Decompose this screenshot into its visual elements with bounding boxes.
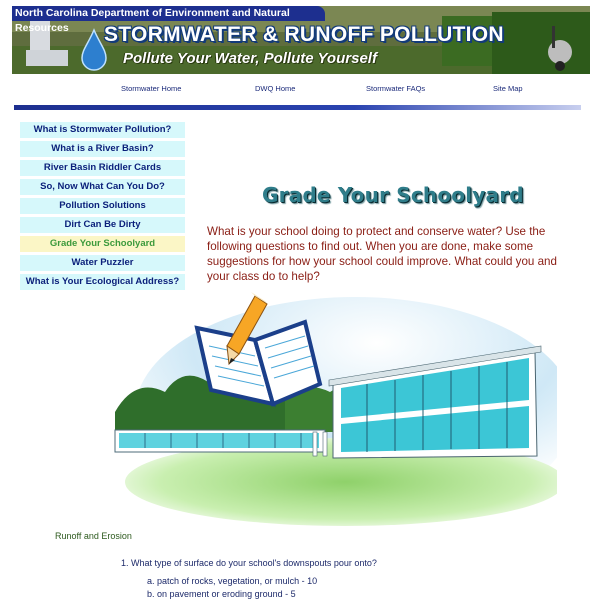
section-heading: Runoff and Erosion <box>55 531 132 541</box>
sidebar-item-dirt-can-be-dirty[interactable]: Dirt Can Be Dirty <box>20 217 185 233</box>
header-divider <box>14 105 581 110</box>
answer-option: b. on pavement or eroding ground - 5 <box>147 588 296 599</box>
sidebar-item-riddler-cards[interactable]: River Basin Riddler Cards <box>20 160 185 176</box>
answer-list <box>147 575 317 600</box>
nav-stormwater-faqs[interactable]: Stormwater FAQs <box>366 84 426 93</box>
question-1: 1. What type of surface do your school's downspouts pour onto? <box>121 558 377 568</box>
site-subtitle: Pollute Your Water, Pollute Yourself <box>123 50 377 67</box>
sidebar-item-what-can-you-do[interactable]: So, Now What Can You Do? <box>20 179 185 195</box>
sidebar-item-stormwater-pollution[interactable]: What is Stormwater Pollution? <box>20 122 185 138</box>
agency-name: North Carolina Department of Environment and Natural Resources <box>12 6 325 21</box>
nav-site-map[interactable]: Site Map <box>493 84 523 93</box>
top-navigation <box>0 84 595 96</box>
answer-option: a. patch of rocks, vegetation, or mulch - 10 <box>147 576 318 586</box>
nav-dwq-home[interactable]: DWQ Home <box>255 84 296 93</box>
page-title: Grade Your Schoolyard <box>262 183 524 207</box>
site-title: STORMWATER & RUNOFF POLLUTION <box>104 23 504 46</box>
intro-paragraph: What is your school doing to protect and conserve water? Use the following questions to find out. When you are done, make some suggestions for how your school could improve. What could you and your class do to help? <box>207 225 557 283</box>
sidebar-item-water-puzzler[interactable]: Water Puzzler <box>20 255 185 271</box>
schoolyard-illustration <box>105 292 557 528</box>
sidebar-item-river-basin[interactable]: What is a River Basin? <box>20 141 185 157</box>
sidebar <box>20 122 185 293</box>
sidebar-item-ecological-address[interactable]: What is Your Ecological Address? <box>20 274 185 290</box>
sidebar-item-pollution-solutions[interactable]: Pollution Solutions <box>20 198 185 214</box>
sidebar-item-grade-your-schoolyard[interactable]: Grade Your Schoolyard <box>20 236 185 252</box>
nav-stormwater-home[interactable]: Stormwater Home <box>121 84 182 93</box>
